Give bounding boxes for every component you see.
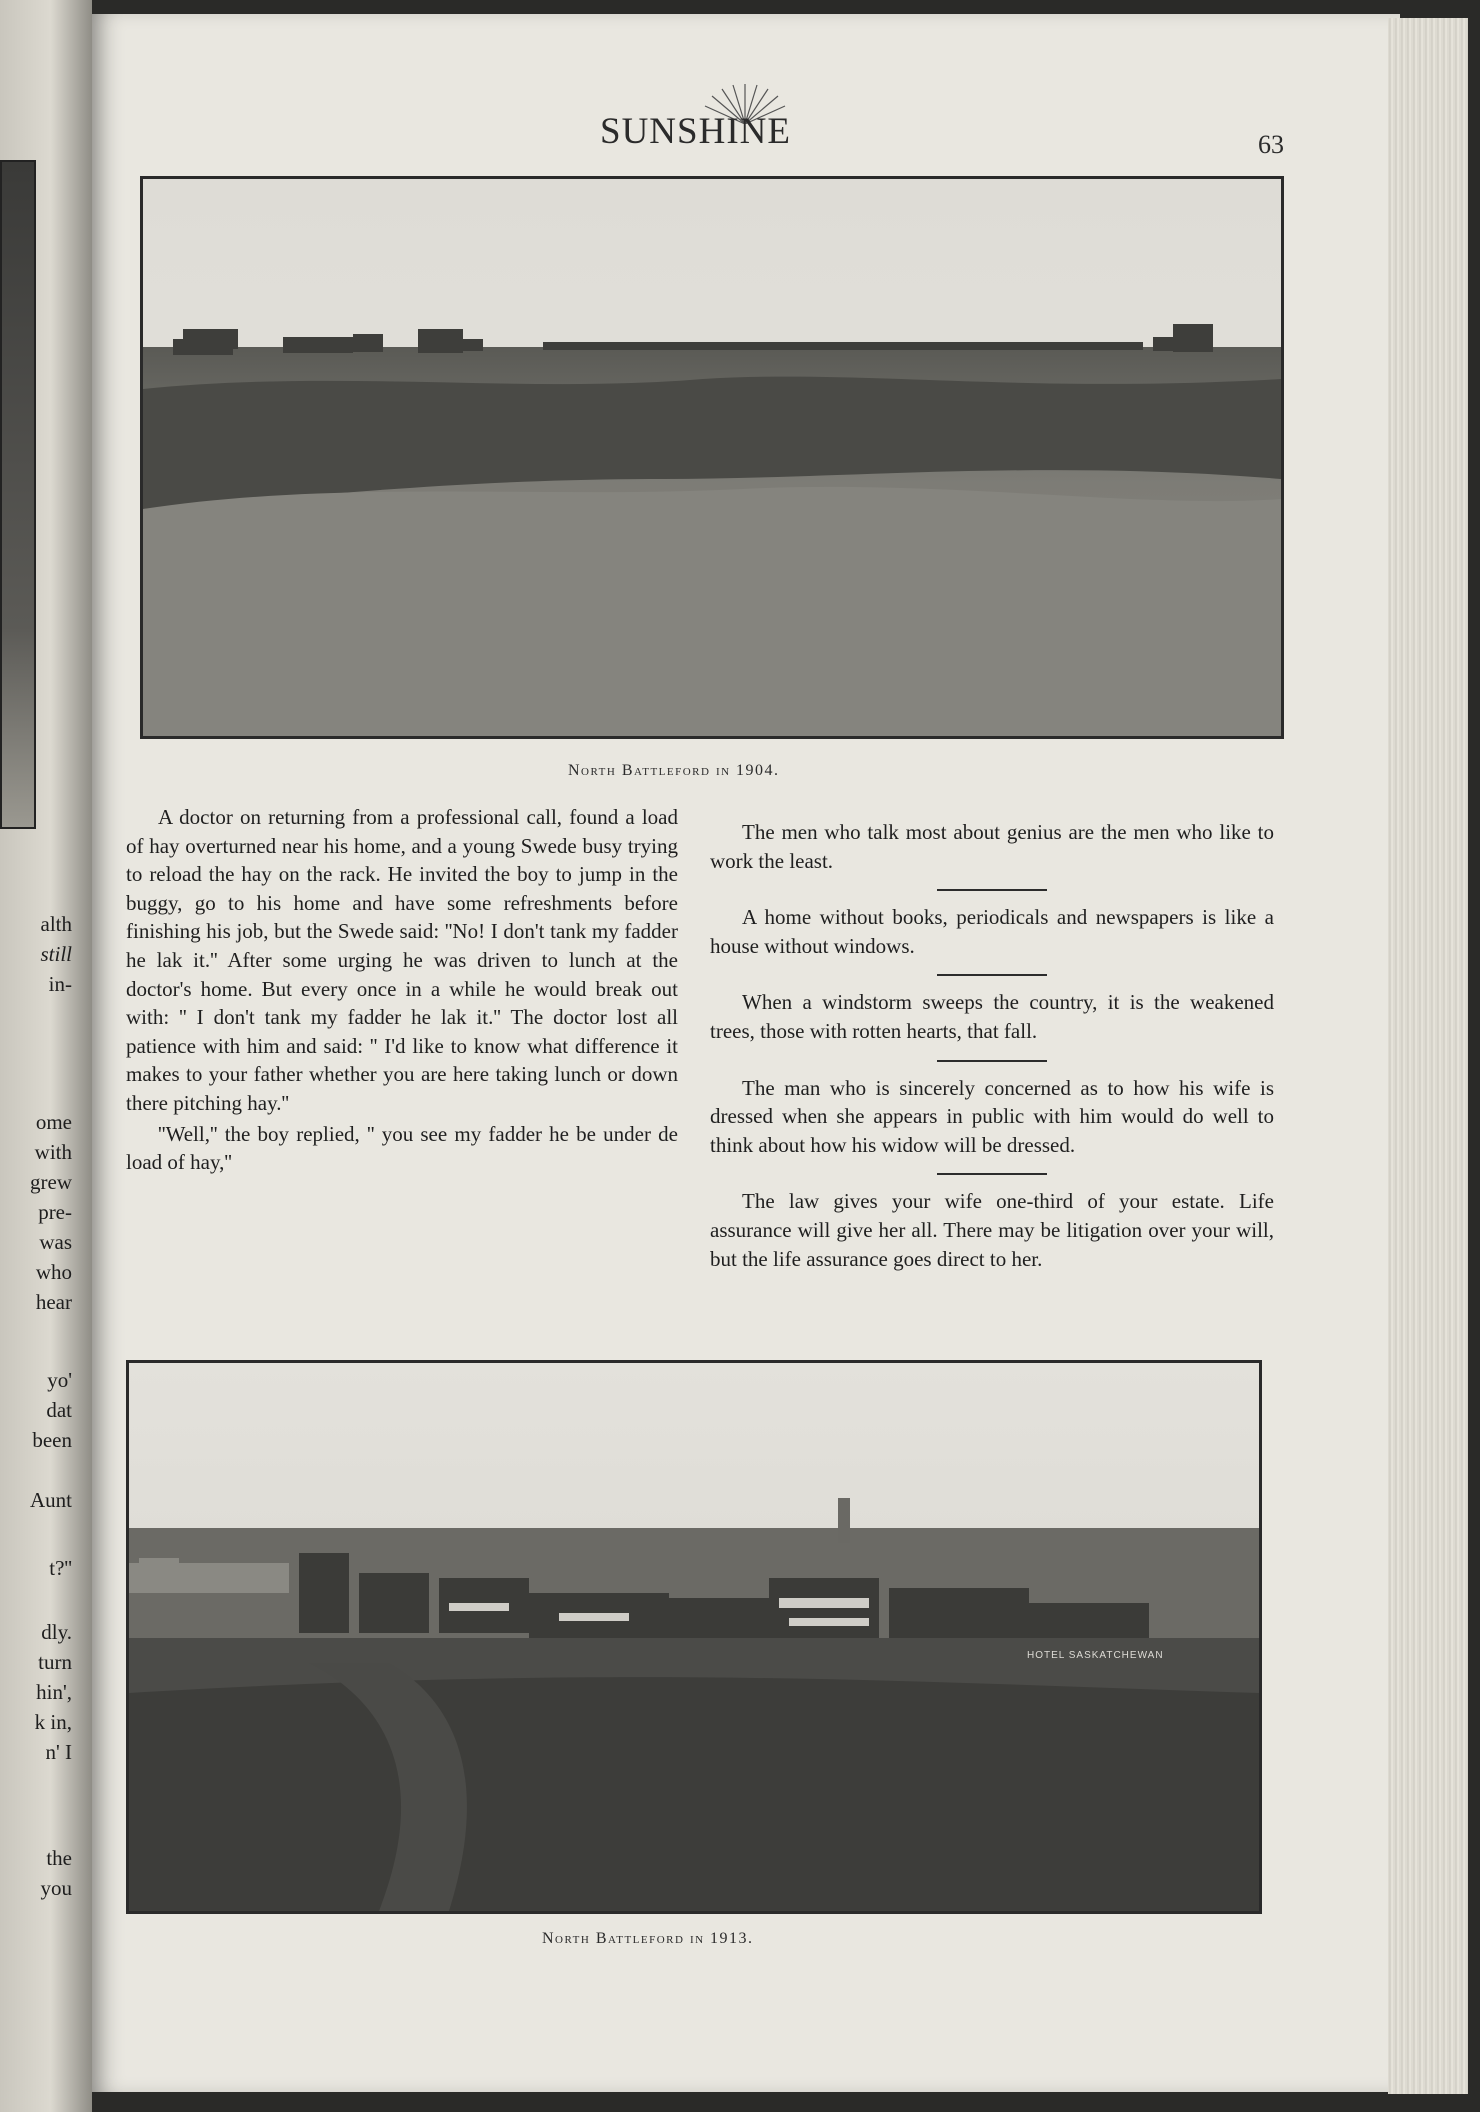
left-text-column	[126, 803, 678, 1177]
left-page-fragment: turn	[38, 1650, 72, 1674]
left-page-fragment: Aunt	[30, 1488, 72, 1512]
left-page-fragment: you	[40, 1876, 72, 1900]
doctor-anecdote-punchline: ''Well,'' the boy replied, '' you see my fadder he be under de load of hay,''	[126, 1121, 678, 1175]
left-page-fragment: still	[40, 942, 72, 966]
doctor-anecdote-paragraph: A doctor on returning from a professional call, found a load of hay overturned near his home, and a young Swede busy trying to reload the hay on the rack. He invited the boy to jump in the buggy, go to his home and have some refreshments before finishing his job, but the Swede said: ''No! I don't tank my fadder he lak it.'' After some urging he was driven to lunch at the doctor's home. But every once in a while he would break out with: '' I don't tank my fadder he lak it.'' The doctor lost all patience with him and said: '' I'd like to know what difference it makes to your father whether you are here taking lunch or down there pitching hay.''	[126, 805, 678, 1115]
running-title: SUNSHINE	[600, 111, 791, 152]
left-page-fragment: k in,	[34, 1710, 72, 1734]
left-page-fragment: who	[35, 1260, 72, 1284]
separator-rule	[937, 974, 1047, 976]
left-page-fragment: been	[32, 1428, 72, 1452]
separator-rule	[937, 1060, 1047, 1062]
left-page-fragment: grew	[30, 1170, 72, 1194]
left-page-fragment: was	[39, 1230, 72, 1254]
right-text-column	[710, 818, 1274, 1273]
widow-maxim: The man who is sincerely concerned as to how his wife is dressed when she appears in public with him would do well to think about how his widow will be dressed.	[710, 1075, 1274, 1157]
left-page-fragment: hin',	[36, 1680, 72, 1704]
separator-rule	[937, 1173, 1047, 1175]
books-maxim: A home without books, periodicals and newspapers is like a house without windows.	[710, 905, 1274, 958]
photo-north-battleford-1904	[140, 176, 1284, 739]
separator-rule	[937, 889, 1047, 891]
left-page-fragment: dly.	[41, 1620, 72, 1644]
left-page-fragment: n' I	[45, 1740, 72, 1764]
left-page-fragment: with	[34, 1140, 72, 1164]
hotel-saskatchewan-sign: HOTEL SASKATCHEWAN	[1027, 1650, 1164, 1661]
photo-north-battleford-1913	[126, 1360, 1262, 1914]
life-assurance-maxim: The law gives your wife one-third of your estate. Life assurance will give her all. There may be litigation over your will, but the life assurance goes direct to her.	[710, 1189, 1274, 1271]
left-page-fragment: ome	[35, 1110, 72, 1134]
left-page-edge	[0, 0, 92, 2112]
left-page-fragment: t?''	[49, 1556, 72, 1580]
photo-caption-1913: North Battleford in 1913.	[542, 1930, 754, 1947]
genius-maxim: The men who talk most about genius are the men who like to work the least.	[710, 820, 1274, 873]
left-page-fragment: yo'	[47, 1368, 72, 1392]
left-page-fragment: the	[46, 1846, 72, 1870]
left-page-fragment: alth	[40, 912, 72, 936]
photo-caption-1904: North Battleford in 1904.	[568, 762, 780, 779]
page-number: 63	[1258, 130, 1284, 159]
left-page-fragment: pre-	[38, 1200, 72, 1224]
left-page-fragment: dat	[46, 1398, 72, 1422]
left-page-fragment: in-	[48, 972, 72, 996]
left-page-photo	[0, 160, 36, 829]
windstorm-maxim: When a windstorm sweeps the country, it is the weakened trees, those with rotten hearts, that fall.	[710, 990, 1274, 1043]
left-page-fragment: hear	[35, 1290, 72, 1314]
page-stack-edge	[1388, 18, 1468, 2094]
